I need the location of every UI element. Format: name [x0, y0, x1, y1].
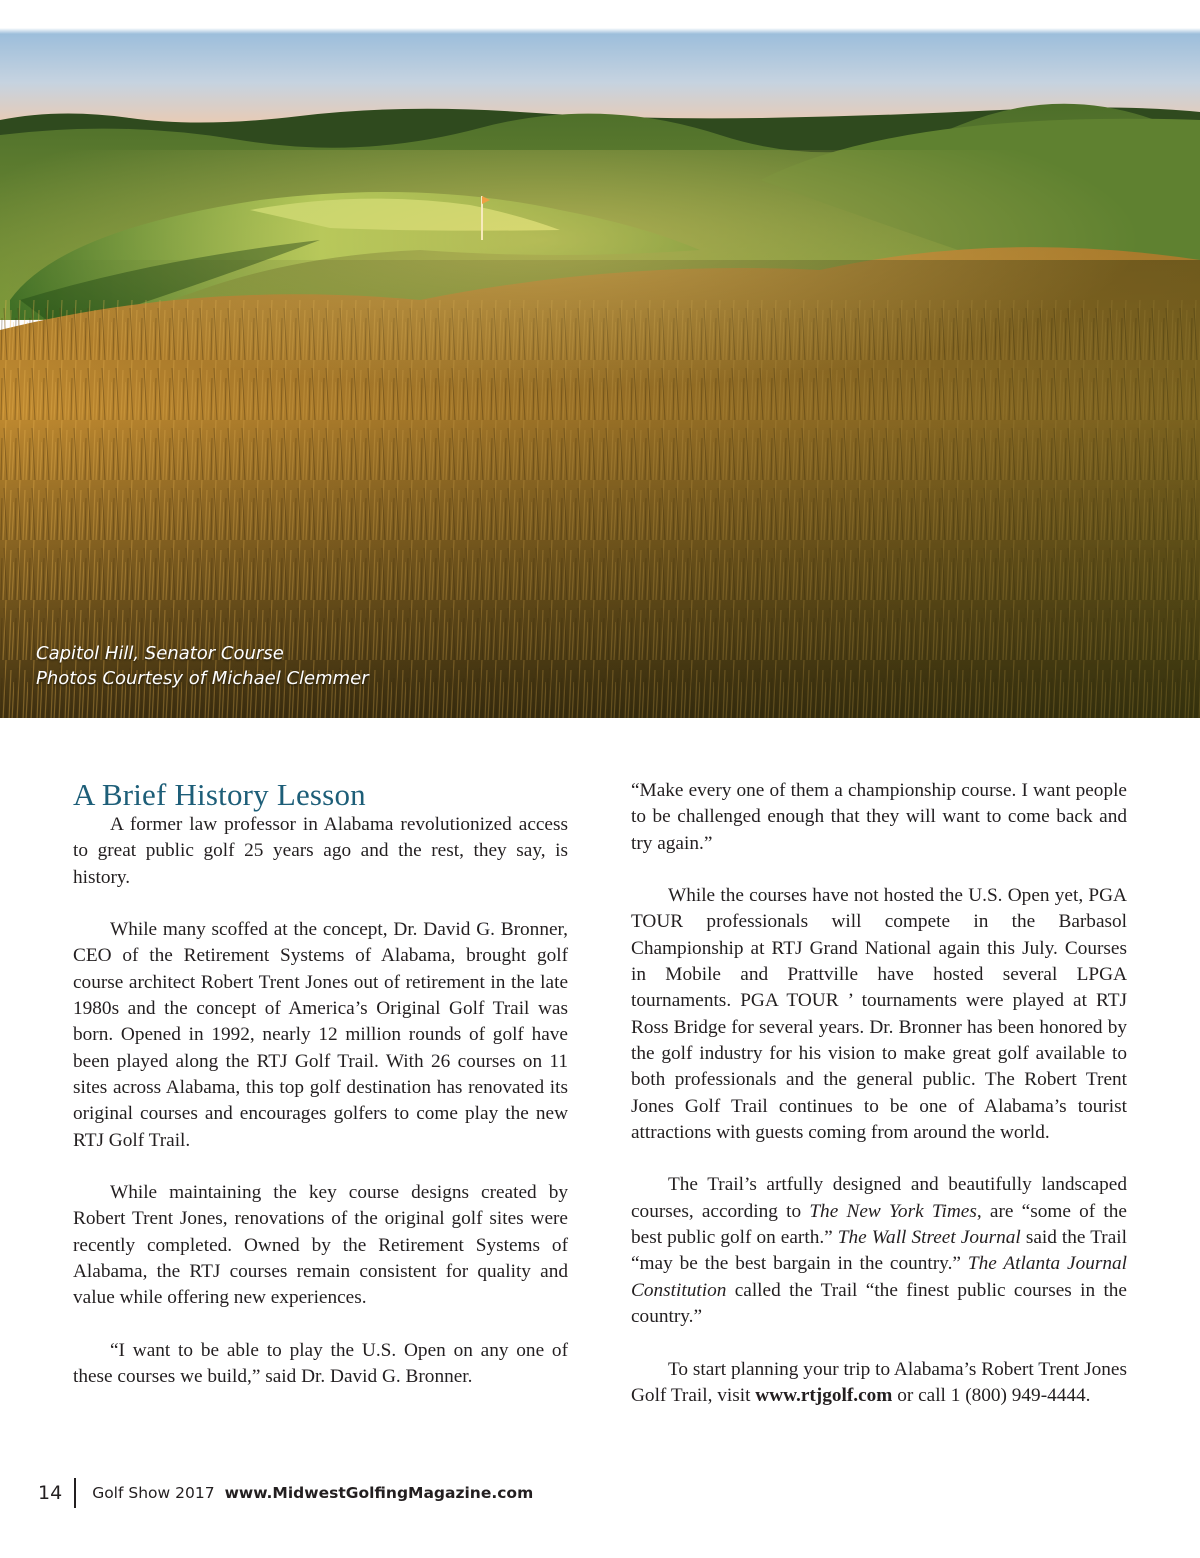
publication-nyt: The New York Times: [809, 1200, 977, 1222]
cta-text-2: or call 1 (800) 949-4444.: [892, 1384, 1091, 1406]
page-number: 14: [38, 1482, 63, 1504]
publication-wsj: The Wall Street Journal: [837, 1227, 1021, 1249]
paragraph-press-praise: [631, 1172, 1127, 1330]
cta-text-1: To start planning your trip to Alabama’s Robert Trent Jones Golf Trail, visit: [631, 1358, 1127, 1406]
magazine-website-link[interactable]: www.MidwestGolfingMagazine.com: [224, 1484, 534, 1502]
caption-location: Capitol Hill, Senator Course: [36, 643, 284, 664]
rtj-website-link[interactable]: www.rtjgolf.com: [755, 1384, 893, 1406]
paragraph-bronner-concept: While many scoffed at the concept, Dr. David G. Bronner, CEO of the Retirement Systems of Alabama, brought golf course architect Robert Trent Jones out of retirement in the late 1980s and the concept of America’s Original Golf Trail was born. Opened in 1992, nearly 12 million rounds of golf have been played along the RTJ Golf Trail. With 26 courses on 11 sites across Alabama, this top golf destination has renovated its original courses and encourages golfers to come play the new RTJ Golf Trail.: [73, 919, 568, 1151]
photo-caption: [36, 641, 369, 691]
praise-text-3: said the Trail “may be the best bargain in the country.”: [631, 1227, 1127, 1275]
footer-divider: [74, 1478, 76, 1508]
praise-text-1: The Trail’s artfully designed and beautifully landscaped courses, according to: [631, 1174, 1127, 1222]
hero-photo: [0, 0, 1200, 718]
article-column-right: [631, 778, 1127, 1409]
praise-text-2: , are “some of the best public golf on earth.”: [631, 1200, 1127, 1249]
paragraph-renovations: While maintaining the key course designs created by Robert Trent Jones, renovations of the original golf sites were recently completed. Owned by the Retirement Systems of Alabama, the RTJ courses remain consistent for quality and value while offering new experiences.: [73, 1182, 568, 1309]
issue-label: Golf Show 2017: [92, 1484, 215, 1502]
page-footer: [38, 1477, 533, 1509]
paragraph-call-to-action: [631, 1357, 1127, 1410]
paragraph-quote-end: “Make every one of them a championship course. I want people to be challenged enough that they will want to come back and try again.”: [631, 780, 1127, 854]
paragraph-quote-start: “I want to be able to play the U.S. Open on any one of these courses we build,” said Dr. David G. Bronner.: [73, 1339, 568, 1388]
praise-text-4: called the Trail “the finest public courses in the country.”: [631, 1279, 1127, 1327]
caption-credit: Photos Courtesy of Michael Clemmer: [36, 668, 369, 689]
article-column-left: [73, 778, 568, 1391]
golf-course-landscape-image: [0, 0, 1200, 718]
article-title: A Brief History Lesson: [73, 777, 366, 812]
paragraph-tournaments: While the courses have not hosted the U.S. Open yet, PGA TOUR professionals will compete in the Barbasol Championship at RTJ Grand National again this July. Courses in Mobile and Prattville have hosted several LPGA tournaments. PGA TOUR ’ tournaments were played at RTJ Ross Bridge for several years. Dr. Bronner has been honored by the golf industry for his vision to make great golf available to both professionals and the general public. The Robert Trent Jones Golf Trail continues to be one of Alabama’s tourist attractions with guests coming from around the world.: [631, 885, 1127, 1143]
paragraph-intro: A former law professor in Alabama revolutionized access to great public golf 25 years ago and the rest, they say, is history.: [73, 814, 568, 888]
publication-ajc: The Atlanta Journal Constitution: [631, 1253, 1127, 1301]
